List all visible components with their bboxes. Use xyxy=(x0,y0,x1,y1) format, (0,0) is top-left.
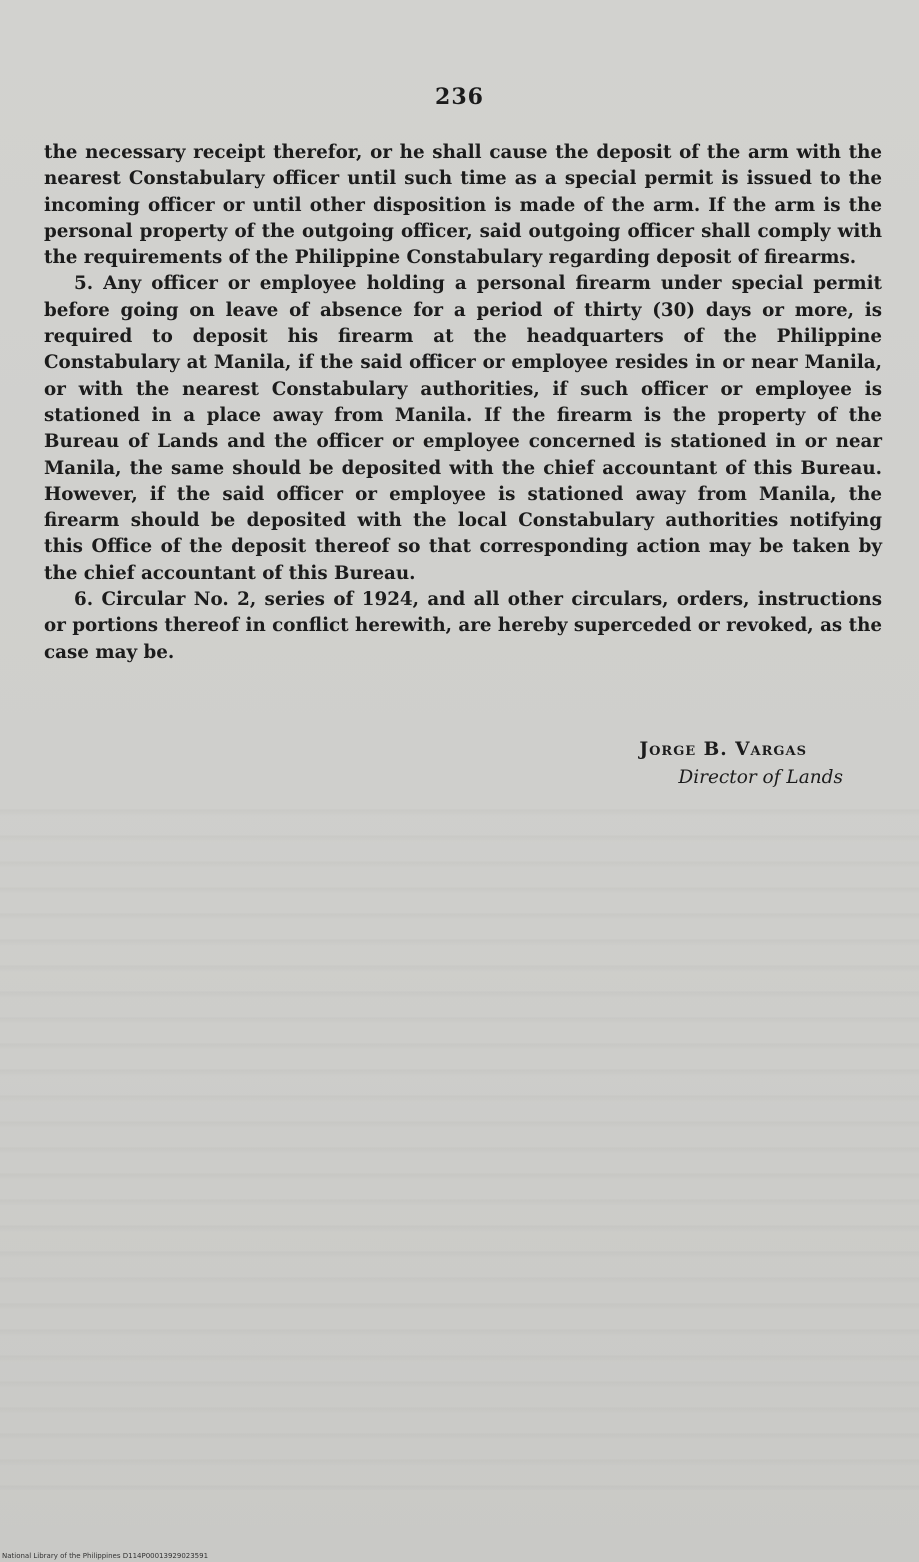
page-number: 236 xyxy=(435,84,484,110)
document-body xyxy=(44,140,882,666)
archive-footer: National Library of the Philippines D114P00013929023591 xyxy=(2,1552,209,1560)
signatory-name: Jorge B. Vargas xyxy=(639,739,807,760)
signatory-title: Director of Lands xyxy=(678,767,843,788)
signature-block xyxy=(639,736,843,792)
paragraph-continuation: the necessary receipt therefor, or he shall cause the deposit of the arm with the nearest Constabulary officer until such time as a special permit is issued to the incoming officer or until other disposition is made of the arm. If the arm is the personal property of the outgoing officer, said outgoing officer shall comply with the requirements of the Philippine Constabulary regarding deposit of firearms. xyxy=(44,142,882,269)
paragraph-5: 5. Any officer or employee holding a personal firearm under special permit before going on leave of absence for a period of thirty (30) days or more, is required to deposit his firearm at the headquarters of the Philippine Constabulary at Manila, if the said officer or employee resides in or near Manila, or with the nearest Constabulary authorities, if such officer or employee is stationed in a place away from Manila. If the firearm is the property of the Bureau of Lands and the officer or employee concerned is stationed in or near Manila, the same should be deposited with the chief accountant of this Bureau. However, if the said officer or employee is stationed away from Manila, the firearm should be deposited with the local Constabulary authorities notifying this Office of the deposit thereof so that corresponding action may be taken by the chief accountant of this Bureau. xyxy=(44,273,882,584)
paragraph-6: 6. Circular No. 2, series of 1924, and all other circulars, orders, instructions or portions thereof in conflict herewith, are hereby superceded or revoked, as the case may be. xyxy=(44,589,882,663)
bleed-through-area xyxy=(0,790,919,1490)
